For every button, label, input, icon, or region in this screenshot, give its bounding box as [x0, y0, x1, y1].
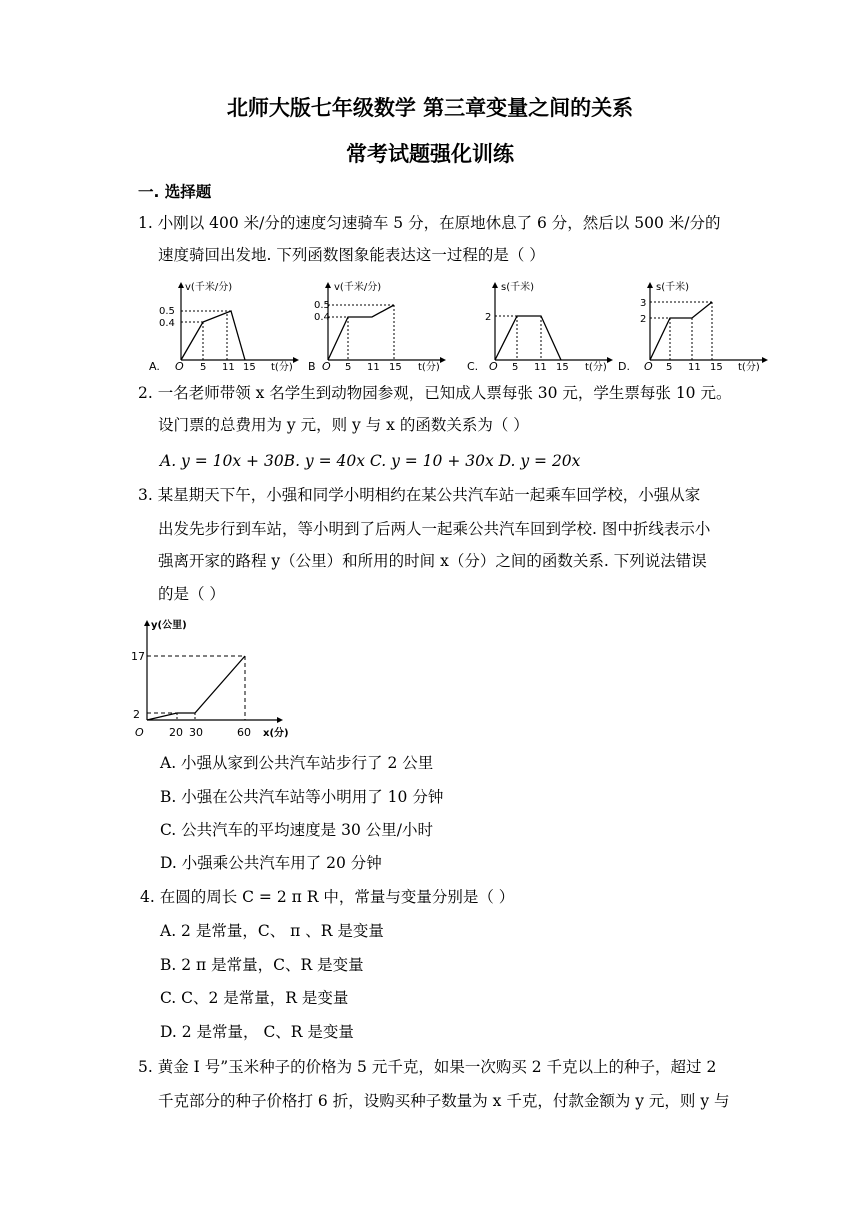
q2-line1: 2. 一名老师带领 x 名学生到动物园参观，已知成人票每张 30 元，学生票每张 10 元。: [138, 384, 732, 402]
title-main: 北师大版七年级数学 第三章变量之间的关系: [226, 96, 634, 120]
origin: O: [489, 360, 498, 372]
xtick: 5: [666, 362, 673, 372]
q3-option-c: C. 公共汽车的平均速度是 30 公里/小时: [160, 821, 433, 839]
ytick: 2: [133, 708, 140, 721]
q5-line2: 千克部分的种子价格打 6 折，设购买种子数量为 x 千克，付款金额为 y 元，则 y 与: [158, 1092, 730, 1110]
ytick: 0.5: [314, 300, 330, 311]
xtick: 15: [389, 362, 402, 372]
q2-line2: 设门票的总费用为 y 元，则 y 与 x 的函数关系为（ ）: [158, 416, 529, 434]
xlabel: t(分): [418, 362, 440, 372]
xlabel: x(分): [263, 728, 289, 739]
xtick: 5: [200, 362, 207, 372]
q3-line2: 出发先步行到车站，等小明到了后两人一起乘公共汽车回到学校. 图中折线表示小: [158, 520, 711, 538]
ylabel: s(千米): [501, 282, 535, 293]
origin: O: [644, 360, 653, 372]
xtick: 5: [512, 362, 519, 372]
ytick: 0.4: [159, 318, 175, 329]
xtick: 20: [169, 726, 183, 739]
q1-graph-d: [614, 278, 779, 372]
q1-line1: 1. 小刚以 400 米/分的速度匀速骑车 5 分，在原地休息了 6 分，然后以 500 米/分的: [138, 214, 721, 232]
q4-option-a: A. 2 是常量，C、 π 、R 是变量: [160, 922, 384, 940]
q3-line3: 强离开家的路程 y（公里）和所用的时间 x（分）之间的函数关系. 下列说法错误: [158, 552, 707, 570]
q1-graph-a: [145, 278, 305, 372]
letter: D.: [618, 360, 630, 372]
origin: O: [322, 360, 331, 372]
q3-line1: 3. 某星期天下午，小强和同学小明相约在某公共汽车站一起乘车回学校，小强从家: [138, 486, 701, 504]
q3-option-d: D. 小强乘公共汽车用了 20 分钟: [160, 854, 382, 872]
xtick: 15: [556, 362, 569, 372]
q4-option-b: B. 2 π 是常量，C、R 是变量: [160, 956, 364, 974]
ylabel: y(公里): [151, 620, 187, 631]
q4-option-d: D. 2 是常量， C、R 是变量: [160, 1023, 354, 1041]
origin: O: [135, 726, 144, 739]
origin: O: [175, 360, 184, 372]
xtick: 30: [189, 726, 203, 739]
q5-line1: 5. 黄金 Ⅰ 号”玉米种子的价格为 5 元千克，如果一次购买 2 千克以上的种子，超过 2: [138, 1058, 717, 1076]
q3-line4: 的是（ ）: [158, 585, 225, 603]
xlabel: t(分): [585, 362, 607, 372]
xtick: 11: [688, 362, 701, 372]
ytick: 2: [640, 314, 647, 325]
ytick: 3: [640, 298, 647, 309]
xtick: 11: [534, 362, 547, 372]
ylabel: s(千米): [656, 282, 690, 293]
ytick: 17: [131, 650, 145, 663]
ytick: 0.5: [159, 306, 175, 317]
xlabel: t(分): [271, 362, 293, 372]
q1-graph-b: [308, 278, 468, 372]
ytick: 0.4: [314, 312, 330, 323]
xtick: 60: [237, 726, 251, 739]
ylabel: v(千米/分): [334, 282, 382, 293]
xtick: 11: [367, 362, 380, 372]
letter: B: [308, 360, 316, 372]
title-sub: 常考试题强化训练: [346, 142, 514, 166]
xlabel: t(分): [738, 362, 760, 372]
q3-graph: [125, 612, 295, 740]
q1-graph-c: [465, 278, 630, 372]
xtick: 11: [222, 362, 235, 372]
letter: C.: [467, 360, 479, 372]
xtick: 15: [710, 362, 723, 372]
q1-line2: 速度骑回出发地. 下列函数图象能表达这一过程的是（ ）: [158, 246, 545, 264]
q3-option-a: A. 小强从家到公共汽车站步行了 2 公里: [160, 754, 434, 772]
xtick: 15: [243, 362, 256, 372]
ylabel: v(千米/分): [185, 282, 233, 293]
q4-line1: 4. 在圆的周长 C = 2 π R 中，常量与变量分别是（ ）: [140, 888, 515, 906]
section-heading: 一. 选择题: [138, 183, 212, 201]
ytick: 2: [485, 312, 492, 323]
letter: A.: [149, 360, 160, 372]
q3-option-b: B. 小强在公共汽车站等小明用了 10 分钟: [160, 788, 444, 806]
q4-option-c: C. C、2 是常量，R 是变量: [160, 989, 349, 1007]
q2-options: A. y = 10x + 30B. y = 40x C. y = 10 + 30x D. y = 20x: [160, 452, 581, 470]
xtick: 5: [345, 362, 352, 372]
